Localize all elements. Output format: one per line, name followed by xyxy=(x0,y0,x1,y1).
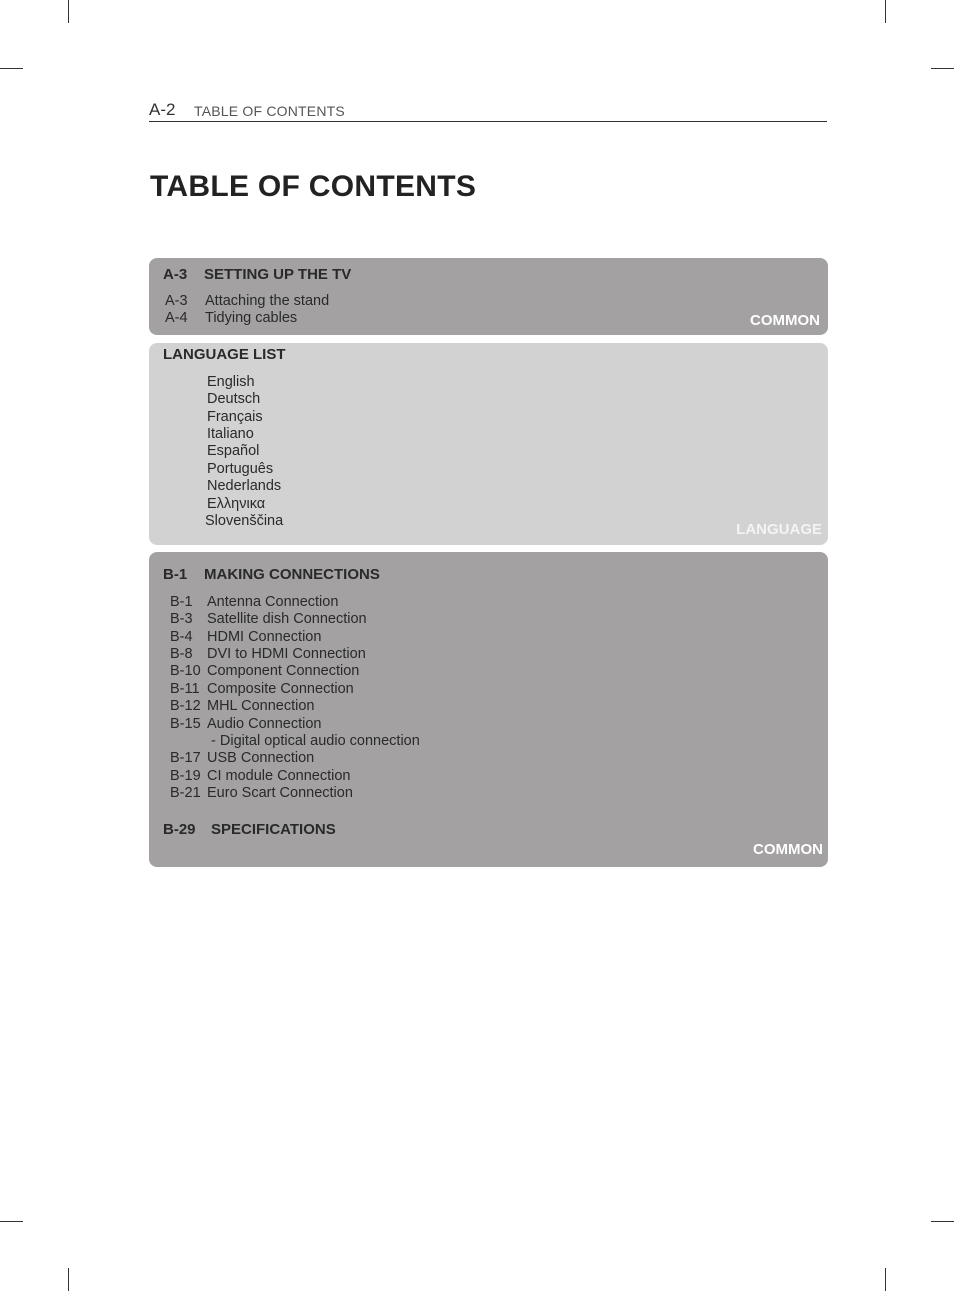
page-title: TABLE OF CONTENTS xyxy=(150,170,477,203)
entry-page: B-15 xyxy=(170,716,201,732)
section-tag: COMMON xyxy=(750,312,820,329)
language-item[interactable]: Português xyxy=(207,461,274,477)
toc-entry[interactable] xyxy=(170,629,321,645)
entry-label: Attaching the stand xyxy=(205,293,330,309)
entry-page: A-3 xyxy=(165,293,188,309)
section-code: B-29 xyxy=(163,821,196,838)
section-code: B-1 xyxy=(163,566,188,583)
toc-subentry[interactable] xyxy=(170,733,420,749)
running-header-title: TABLE OF CONTENTS xyxy=(194,103,345,119)
language-item[interactable]: Slovenščina xyxy=(205,513,284,529)
language-item[interactable]: Italiano xyxy=(207,426,254,442)
crop-mark xyxy=(931,1221,954,1222)
toc-entry[interactable] xyxy=(165,293,329,309)
section-title: MAKING CONNECTIONS xyxy=(204,566,380,583)
entry-label: Euro Scart Connection xyxy=(207,785,353,801)
section-heading xyxy=(163,266,351,283)
language-item[interactable]: Español xyxy=(207,443,260,459)
crop-mark xyxy=(0,68,23,69)
entry-label: Audio Connection xyxy=(207,716,322,732)
section-tag: COMMON xyxy=(753,841,823,858)
language-item[interactable]: English xyxy=(207,374,255,390)
section-title: SETTING UP THE TV xyxy=(204,266,352,283)
entry-label: Antenna Connection xyxy=(207,594,339,610)
entry-page: A-4 xyxy=(165,310,188,326)
language-item[interactable]: Français xyxy=(207,409,263,425)
toc-section-connections xyxy=(149,552,828,867)
toc-entry[interactable] xyxy=(170,768,350,784)
section-heading xyxy=(163,566,380,583)
entry-label: - Digital optical audio connection xyxy=(207,733,420,749)
toc-entry[interactable] xyxy=(170,698,314,714)
entry-page: B-17 xyxy=(170,750,201,766)
language-item[interactable]: Nederlands xyxy=(207,478,282,494)
entry-label: CI module Connection xyxy=(207,768,351,784)
entry-page: B-19 xyxy=(170,768,201,784)
crop-mark xyxy=(68,1268,69,1291)
entry-page: B-1 xyxy=(170,594,193,610)
entry-page: B-12 xyxy=(170,698,201,714)
running-header xyxy=(149,100,827,122)
entry-label: MHL Connection xyxy=(207,698,315,714)
entry-page: B-4 xyxy=(170,629,193,645)
specifications-heading[interactable] xyxy=(163,821,336,838)
crop-mark xyxy=(931,68,954,69)
entry-label: Component Connection xyxy=(207,663,360,679)
crop-mark xyxy=(885,0,886,23)
toc-entry[interactable] xyxy=(165,310,297,326)
toc-section-setup xyxy=(149,258,828,335)
entry-page: B-11 xyxy=(170,681,200,697)
entry-page: B-8 xyxy=(170,646,193,662)
entry-label: Composite Connection xyxy=(207,681,354,697)
toc-entry[interactable] xyxy=(170,716,321,732)
entry-page: B-3 xyxy=(170,611,193,627)
entry-page: B-21 xyxy=(170,785,201,801)
toc-entry[interactable] xyxy=(170,663,359,679)
entry-label: Tidying cables xyxy=(205,310,298,326)
section-code: A-3 xyxy=(163,266,188,283)
toc-entry[interactable] xyxy=(170,681,354,697)
entry-page: B-10 xyxy=(170,663,201,679)
page-number: A-2 xyxy=(149,100,176,119)
section-title: SPECIFICATIONS xyxy=(211,821,336,838)
toc-entry[interactable] xyxy=(170,611,367,627)
toc-entry[interactable] xyxy=(170,750,314,766)
entry-label: Satellite dish Connection xyxy=(207,611,367,627)
section-heading: LANGUAGE LIST xyxy=(163,346,286,363)
crop-mark xyxy=(0,1221,23,1222)
toc-entry[interactable] xyxy=(170,594,338,610)
language-item[interactable]: Deutsch xyxy=(207,391,261,407)
language-item[interactable]: Ελληνικα xyxy=(207,496,266,512)
entry-label: USB Connection xyxy=(207,750,315,766)
crop-mark xyxy=(68,0,69,23)
crop-mark xyxy=(885,1268,886,1291)
section-tag: LANGUAGE xyxy=(736,521,822,538)
entry-label: DVI to HDMI Connection xyxy=(207,646,366,662)
toc-section-languages xyxy=(149,343,828,545)
toc-entry[interactable] xyxy=(170,785,353,801)
entry-label: HDMI Connection xyxy=(207,629,322,645)
toc-entry[interactable] xyxy=(170,646,366,662)
